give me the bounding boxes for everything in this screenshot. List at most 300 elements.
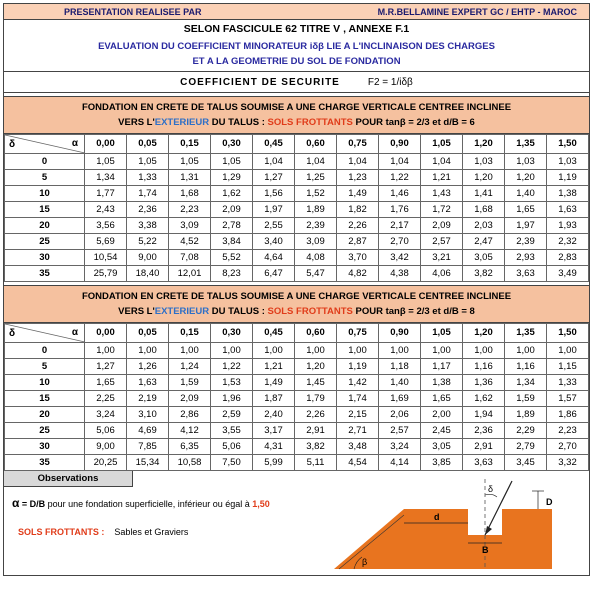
table2-title [4,286,589,323]
value-cell: 1,93 [547,218,589,234]
t1-mid: DU TALUS : [209,117,268,128]
value-cell: 2,25 [85,391,127,407]
value-cell: 2,70 [379,234,421,250]
value-cell: 18,40 [127,266,169,282]
value-cell: 3,82 [463,266,505,282]
column-header: 0,05 [127,135,169,154]
value-cell: 2,36 [127,202,169,218]
value-cell: 2,91 [295,423,337,439]
value-cell: 2,09 [421,218,463,234]
value-cell: 1,00 [253,343,295,359]
value-cell: 2,57 [379,423,421,439]
t2-post: POUR tanβ = 2/3 et d/B = 8 [352,306,475,317]
value-cell: 1,36 [463,375,505,391]
column-header: 1,05 [421,324,463,343]
value-cell: 1,68 [463,202,505,218]
value-cell: 2,83 [547,250,589,266]
value-cell: 1,40 [505,186,547,202]
delta-cell: 30 [5,439,85,455]
value-cell: 4,08 [295,250,337,266]
author-label: M.R.BELLAMINE EXPERT GC / EHTP - MAROC [377,6,577,17]
value-cell: 7,50 [211,455,253,471]
coefficient-label: COEFFICIENT DE SECURITE [180,76,340,88]
value-cell: 3,42 [379,250,421,266]
value-cell: 1,79 [295,391,337,407]
value-cell: 1,33 [547,375,589,391]
D-label: D [546,497,553,507]
table1-body [5,154,589,282]
value-cell: 1,40 [379,375,421,391]
column-header: 0,60 [295,135,337,154]
value-cell: 1,21 [421,170,463,186]
value-cell: 2,45 [421,423,463,439]
alpha-definition [12,496,270,510]
value-cell: 1,24 [169,359,211,375]
value-cell: 1,42 [337,375,379,391]
delta-label: δ [488,484,494,494]
alpha-header: α [71,138,78,149]
value-cell: 3,24 [85,407,127,423]
value-cell: 1,76 [379,202,421,218]
delta-cell: 20 [5,218,85,234]
value-cell: 1,94 [463,407,505,423]
value-cell: 5,22 [127,234,169,250]
table-row [5,186,589,202]
table2-body [5,343,589,471]
table1-header-row [5,135,589,154]
column-header: 0,45 [253,135,295,154]
value-cell: 1,69 [379,391,421,407]
table1-title-line2 [4,115,589,130]
table-row [5,423,589,439]
value-cell: 3,09 [295,234,337,250]
t2-mid: DU TALUS : [209,306,268,317]
value-cell: 1,62 [463,391,505,407]
value-cell: 3,17 [253,423,295,439]
value-cell: 2,29 [505,423,547,439]
value-cell: 2,71 [337,423,379,439]
value-cell: 1,74 [337,391,379,407]
value-cell: 2,15 [337,407,379,423]
document-header [4,20,589,72]
value-cell: 6,47 [253,266,295,282]
value-cell: 25,79 [85,266,127,282]
value-cell: 1,97 [253,202,295,218]
t1-post: POUR tanβ = 2/3 et d/B = 6 [352,117,475,128]
table2-header-row [5,324,589,343]
value-cell: 1,52 [295,186,337,202]
value-cell: 1,03 [505,154,547,170]
soil-label: SOLS FROTTANTS : [18,527,105,537]
value-cell: 12,01 [169,266,211,282]
delta-header: δ [9,139,16,150]
value-cell: 3,82 [295,439,337,455]
table-row [5,439,589,455]
coefficient-table-2 [4,323,589,471]
value-cell: 1,22 [379,170,421,186]
value-cell: 1,38 [547,186,589,202]
value-cell: 1,89 [505,407,547,423]
value-cell: 1,20 [295,359,337,375]
value-cell: 2,59 [211,407,253,423]
value-cell: 2,36 [463,423,505,439]
alpha-limit: 1,50 [252,499,270,509]
value-cell: 2,06 [379,407,421,423]
column-header: 0,45 [253,324,295,343]
safety-coefficient-bar [4,72,589,93]
value-cell: 1,65 [505,202,547,218]
value-cell: 3,63 [505,266,547,282]
value-cell: 1,65 [421,391,463,407]
table-row [5,250,589,266]
value-cell: 1,19 [337,359,379,375]
value-cell: 1,22 [211,359,253,375]
table-row [5,343,589,359]
value-cell: 1,49 [337,186,379,202]
value-cell: 2,57 [421,234,463,250]
delta-cell: 10 [5,375,85,391]
value-cell: 1,03 [463,154,505,170]
value-cell: 1,59 [505,391,547,407]
value-cell: 1,49 [253,375,295,391]
value-cell: 5,06 [211,439,253,455]
value-cell: 3,38 [127,218,169,234]
value-cell: 1,05 [127,154,169,170]
value-cell: 4,14 [379,455,421,471]
value-cell: 4,38 [379,266,421,282]
value-cell: 1,04 [337,154,379,170]
value-cell: 2,47 [463,234,505,250]
value-cell: 2,09 [169,391,211,407]
document-subtitle [4,39,589,69]
value-cell: 1,00 [211,343,253,359]
value-cell: 5,11 [295,455,337,471]
value-cell: 1,18 [379,359,421,375]
value-cell: 5,99 [253,455,295,471]
value-cell: 2,86 [169,407,211,423]
delta-cell: 15 [5,391,85,407]
column-header: 0,00 [85,135,127,154]
value-cell: 2,78 [211,218,253,234]
delta-cell: 5 [5,170,85,186]
observations-title: Observations [4,471,133,487]
column-header: 1,20 [463,135,505,154]
t1-ext: EXTERIEUR [154,117,210,128]
value-cell: 2,32 [547,234,589,250]
value-cell: 1,00 [547,343,589,359]
column-header: 0,30 [211,324,253,343]
arrowhead [485,526,492,535]
value-cell: 1,53 [211,375,253,391]
value-cell: 1,46 [379,186,421,202]
column-header: 1,50 [547,135,589,154]
value-cell: 1,23 [337,170,379,186]
value-cell: 1,77 [85,186,127,202]
value-cell: 1,16 [505,359,547,375]
alpha-symbol: α [12,496,20,510]
value-cell: 1,33 [127,170,169,186]
value-cell: 15,34 [127,455,169,471]
b-label: B [482,545,489,555]
t2-ext: EXTERIEUR [154,306,210,317]
value-cell: 1,65 [85,375,127,391]
value-cell: 1,96 [211,391,253,407]
value-cell: 4,52 [169,234,211,250]
table-row [5,218,589,234]
value-cell: 1,15 [547,359,589,375]
d-label: d [434,512,440,522]
column-header: 0,90 [379,324,421,343]
column-header: 0,30 [211,135,253,154]
value-cell: 2,40 [253,407,295,423]
coefficient-table-1 [4,134,589,282]
value-cell: 1,74 [127,186,169,202]
t1-pre: VERS L' [118,117,155,128]
value-cell: 1,00 [127,343,169,359]
value-cell: 1,57 [547,391,589,407]
value-cell: 3,21 [421,250,463,266]
column-header: 0,00 [85,324,127,343]
delta-cell: 30 [5,250,85,266]
value-cell: 1,00 [379,343,421,359]
value-cell: 1,87 [253,391,295,407]
delta-cell: 25 [5,234,85,250]
table-row [5,359,589,375]
delta-cell: 25 [5,423,85,439]
value-cell: 4,31 [253,439,295,455]
value-cell: 2,19 [127,391,169,407]
value-cell: 3,84 [211,234,253,250]
value-cell: 3,70 [337,250,379,266]
value-cell: 1,00 [421,343,463,359]
value-cell: 2,17 [379,218,421,234]
delta-cell: 5 [5,359,85,375]
value-cell: 3,45 [505,455,547,471]
value-cell: 3,49 [547,266,589,282]
value-cell: 1,21 [253,359,295,375]
column-header: 1,20 [463,324,505,343]
value-cell: 1,45 [295,375,337,391]
value-cell: 20,25 [85,455,127,471]
delta-cell: 10 [5,186,85,202]
value-cell: 1,20 [505,170,547,186]
beta-label: β [362,557,368,567]
value-cell: 3,05 [463,250,505,266]
value-cell: 4,69 [127,423,169,439]
value-cell: 2,39 [295,218,337,234]
value-cell: 3,32 [547,455,589,471]
value-cell: 2,03 [463,218,505,234]
document-sheet [3,3,590,576]
value-cell: 3,09 [169,218,211,234]
value-cell: 1,34 [85,170,127,186]
value-cell: 1,17 [421,359,463,375]
value-cell: 10,58 [169,455,211,471]
value-cell: 3,48 [337,439,379,455]
value-cell: 1,86 [547,407,589,423]
value-cell: 8,23 [211,266,253,282]
column-header: 1,35 [505,135,547,154]
value-cell: 2,93 [505,250,547,266]
value-cell: 1,05 [169,154,211,170]
alpha-def: = D/B [19,499,46,509]
value-cell: 3,55 [211,423,253,439]
value-cell: 1,27 [253,170,295,186]
value-cell: 1,97 [505,218,547,234]
value-cell: 3,40 [253,234,295,250]
value-cell: 3,24 [379,439,421,455]
presentation-bar [4,4,589,20]
value-cell: 1,38 [421,375,463,391]
value-cell: 1,00 [505,343,547,359]
document-title: SELON FASCICULE 62 TITRE V , ANNEXE F.1 [183,23,410,35]
table1-title [4,97,589,134]
value-cell: 1,41 [463,186,505,202]
delta-cell: 15 [5,202,85,218]
coefficient-formula: F2 = 1/iδβ [367,76,413,88]
value-cell: 1,63 [547,202,589,218]
value-cell: 1,89 [295,202,337,218]
column-header: 0,75 [337,324,379,343]
value-cell: 1,00 [169,343,211,359]
table-row [5,234,589,250]
value-cell: 1,56 [253,186,295,202]
value-cell: 2,87 [337,234,379,250]
table-row [5,455,589,471]
value-cell: 5,69 [85,234,127,250]
value-cell: 2,55 [253,218,295,234]
value-cell: 4,64 [253,250,295,266]
corner-cell [5,135,85,154]
value-cell: 1,63 [127,375,169,391]
column-header: 0,75 [337,135,379,154]
value-cell: 2,23 [547,423,589,439]
value-cell: 1,31 [169,170,211,186]
value-cell: 4,54 [337,455,379,471]
value-cell: 1,27 [85,359,127,375]
subtitle-line-1: EVALUATION DU COEFFICIENT MINORATEUR iδβ LIE A L'INCLINAISON DES CHARGES [98,41,495,52]
alpha-text: pour une fondation superficielle, inférieur ou égal à [45,499,253,509]
column-header: 0,15 [169,135,211,154]
value-cell: 3,56 [85,218,127,234]
soil-text: Sables et Graviers [114,527,189,537]
value-cell: 1,59 [169,375,211,391]
value-cell: 4,12 [169,423,211,439]
value-cell: 1,68 [169,186,211,202]
observations-panel [4,471,589,575]
table-row [5,391,589,407]
value-cell: 2,26 [337,218,379,234]
value-cell: 2,23 [169,202,211,218]
value-cell: 5,52 [211,250,253,266]
value-cell: 7,85 [127,439,169,455]
table-row [5,375,589,391]
value-cell: 1,19 [547,170,589,186]
alpha-header: α [71,327,78,338]
value-cell: 1,82 [337,202,379,218]
value-cell: 9,00 [127,250,169,266]
column-header: 0,15 [169,324,211,343]
value-cell: 1,26 [127,359,169,375]
value-cell: 1,25 [295,170,337,186]
delta-cell: 35 [5,266,85,282]
value-cell: 6,35 [169,439,211,455]
value-cell: 1,04 [421,154,463,170]
value-cell: 9,00 [85,439,127,455]
t1-sols: SOLS FROTTANTS [267,117,353,128]
value-cell: 1,62 [211,186,253,202]
value-cell: 1,43 [421,186,463,202]
value-cell: 3,85 [421,455,463,471]
table-row [5,407,589,423]
value-cell: 4,06 [421,266,463,282]
table2-title-line1: FONDATION EN CRETE DE TALUS SOUMISE A UNE CHARGE VERTICALE CENTREE INCLINEE [81,291,512,302]
value-cell: 2,91 [463,439,505,455]
value-cell: 1,72 [421,202,463,218]
value-cell: 5,47 [295,266,337,282]
value-cell: 1,04 [379,154,421,170]
value-cell: 2,00 [421,407,463,423]
t2-pre: VERS L' [118,306,155,317]
delta-cell: 20 [5,407,85,423]
table-row [5,154,589,170]
table1-title-line1: FONDATION EN CRETE DE TALUS SOUMISE A UNE CHARGE VERTICALE CENTREE INCLINEE [81,102,512,113]
value-cell: 1,00 [85,343,127,359]
value-cell: 2,26 [295,407,337,423]
value-cell: 1,20 [463,170,505,186]
value-cell: 2,39 [505,234,547,250]
value-cell: 10,54 [85,250,127,266]
corner-cell [5,324,85,343]
presentation-label: PRESENTATION REALISEE PAR [64,6,202,17]
value-cell: 1,05 [211,154,253,170]
value-cell: 1,34 [505,375,547,391]
value-cell: 1,00 [337,343,379,359]
delta-header: δ [9,328,16,339]
column-header: 0,05 [127,324,169,343]
value-cell: 1,04 [295,154,337,170]
column-header: 0,60 [295,324,337,343]
column-header: 1,05 [421,135,463,154]
delta-cell: 0 [5,343,85,359]
soil-definition [18,527,188,537]
table-row [5,202,589,218]
value-cell: 1,16 [463,359,505,375]
table-row [5,170,589,186]
value-cell: 1,00 [463,343,505,359]
value-cell: 2,79 [505,439,547,455]
foundation-diagram [334,473,584,573]
value-cell: 2,09 [211,202,253,218]
subtitle-line-2: ET A LA GEOMETRIE DU SOL DE FONDATION [192,56,401,67]
value-cell: 3,63 [463,455,505,471]
column-header: 0,90 [379,135,421,154]
column-header: 1,50 [547,324,589,343]
value-cell: 7,08 [169,250,211,266]
value-cell: 1,03 [547,154,589,170]
table2-title-line2 [4,304,589,319]
value-cell: 1,05 [85,154,127,170]
value-cell: 2,43 [85,202,127,218]
value-cell: 1,00 [295,343,337,359]
value-cell: 2,70 [547,439,589,455]
delta-cell: 35 [5,455,85,471]
table-row [5,266,589,282]
value-cell: 5,06 [85,423,127,439]
t2-sols: SOLS FROTTANTS [267,306,353,317]
column-header: 1,35 [505,324,547,343]
value-cell: 4,82 [337,266,379,282]
